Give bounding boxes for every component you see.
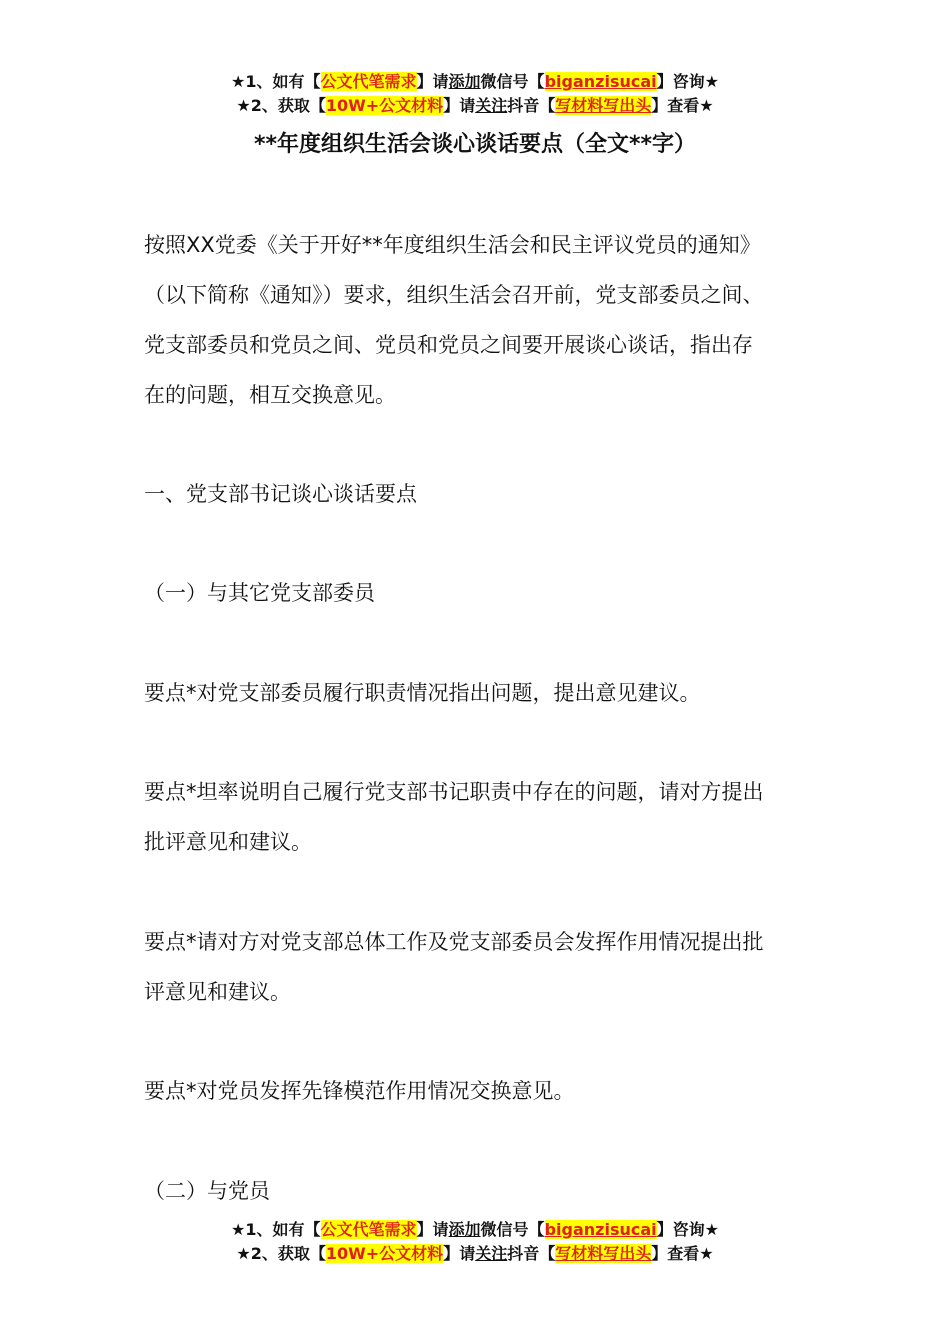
point-2-line-1: 要点*坦率说明自己履行党支部书记职责中存在的问题，请对方提出 <box>144 780 764 804</box>
intro-line-3: 党支部委员和党员之间、党员和党员之间要开展谈心谈话，指出存 <box>144 333 753 357</box>
banner-text: 关注 <box>475 96 508 115</box>
banner-text: 】请 <box>443 96 476 115</box>
banner-line-2 <box>0 1242 950 1266</box>
banner-text: 微信号【 <box>480 72 545 91</box>
banner-text: 】咨询★ <box>656 72 719 91</box>
wechat-id-link[interactable]: biganzisucai <box>544 72 657 91</box>
banner-text: ★1、如有【 <box>231 1220 321 1239</box>
banner-text: 】请 <box>443 1244 476 1263</box>
highlight-service: 公文代笔需求 <box>320 1220 417 1239</box>
point-2-line-2: 批评意见和建议。 <box>144 830 312 854</box>
document-title: **年度组织生活会谈心谈话要点（全文**字） <box>253 132 697 157</box>
highlight-materials: 10W+公文材料 <box>325 96 444 115</box>
wechat-id-link[interactable]: biganzisucai <box>544 1220 657 1239</box>
banner-text: 添加 <box>448 72 481 91</box>
banner-text: ★2、获取【 <box>236 1244 326 1263</box>
banner-text: 】咨询★ <box>656 1220 719 1239</box>
intro-line-2: （以下简称《通知》）要求，组织生活会召开前，党支部委员之间、 <box>144 283 764 307</box>
intro-line-1: 按照XX党委《关于开好**年度组织生活会和民主评议党员的通知》 <box>144 233 761 257</box>
highlight-service: 公文代笔需求 <box>320 72 417 91</box>
banner-line-1 <box>0 70 950 94</box>
banner-text: 抖音【 <box>507 1244 556 1263</box>
section-heading-1: 一、党支部书记谈心谈话要点 <box>144 482 417 506</box>
point-4: 要点*对党员发挥先锋模范作用情况交换意见。 <box>144 1079 575 1103</box>
douyin-account-link[interactable]: 写材料写出头 <box>555 96 652 115</box>
banner-text: 抖音【 <box>507 96 556 115</box>
highlight-materials: 10W+公文材料 <box>325 1244 444 1263</box>
banner-text: 关注 <box>475 1244 508 1263</box>
douyin-account-link[interactable]: 写材料写出头 <box>555 1244 652 1263</box>
banner-text: ★1、如有【 <box>231 72 321 91</box>
subsection-heading-2: （二）与党员 <box>144 1179 270 1203</box>
point-3-line-1: 要点*请对方对党支部总体工作及党支部委员会发挥作用情况提出批 <box>144 930 764 954</box>
banner-line-2 <box>0 94 950 118</box>
banner-text: 】请 <box>416 72 449 91</box>
point-3-line-2: 评意见和建议。 <box>144 980 291 1004</box>
banner-text: 】请 <box>416 1220 449 1239</box>
banner-text: 微信号【 <box>480 1220 545 1239</box>
top-banner <box>0 70 950 118</box>
banner-text: ★2、获取【 <box>236 96 326 115</box>
point-1: 要点*对党支部委员履行职责情况指出问题，提出意见建议。 <box>144 681 701 705</box>
banner-text: 添加 <box>448 1220 481 1239</box>
banner-line-1 <box>0 1218 950 1242</box>
subsection-heading-1: （一）与其它党支部委员 <box>144 581 375 605</box>
banner-text: 】查看★ <box>651 1244 714 1263</box>
bottom-banner <box>0 1218 950 1266</box>
banner-text: 】查看★ <box>651 96 714 115</box>
intro-line-4: 在的问题，相互交换意见。 <box>144 383 396 407</box>
